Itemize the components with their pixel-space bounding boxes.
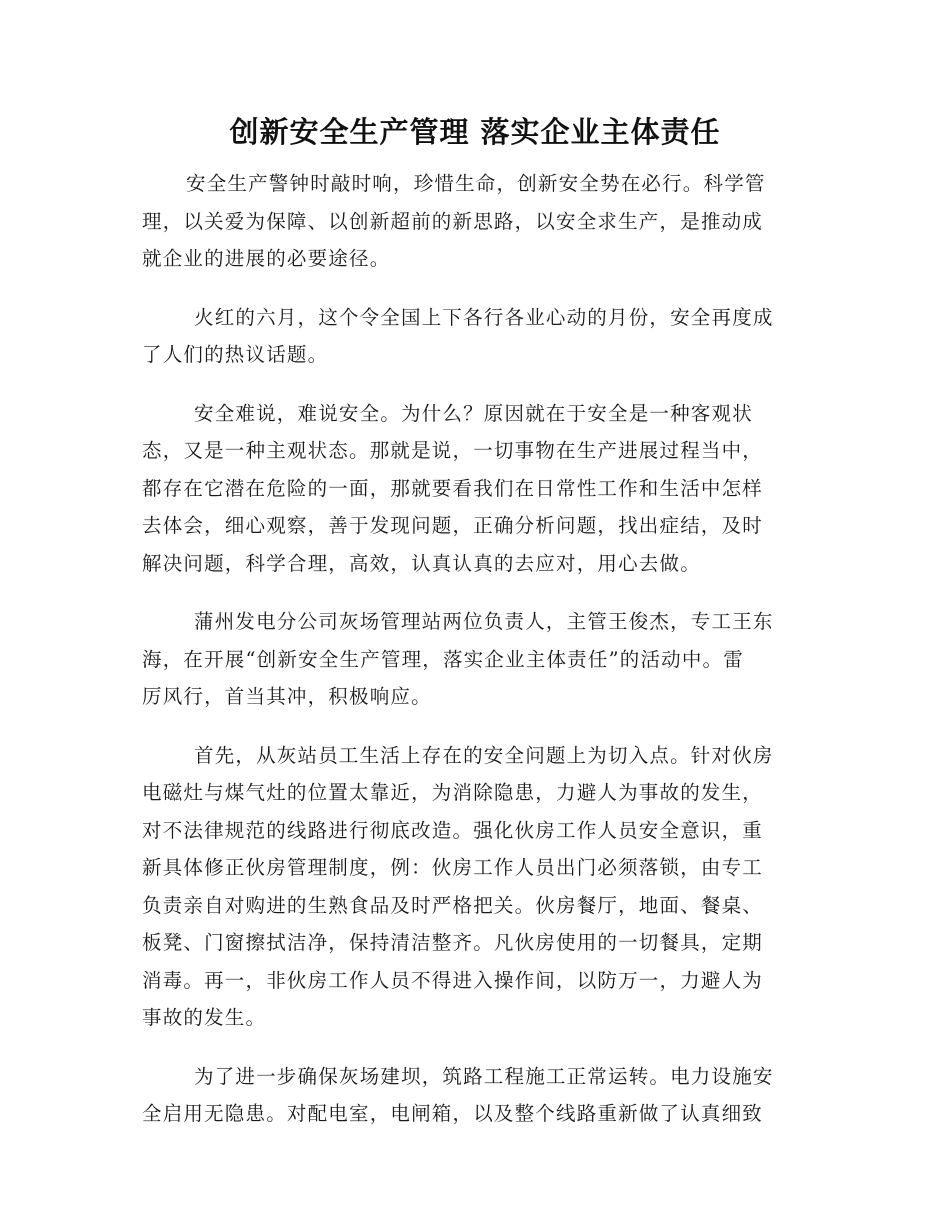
paragraph-4 <box>142 603 808 716</box>
document-title: 创新安全生产管理 落实企业主体责任 <box>229 115 721 149</box>
text-line: 都存在它潜在危险的一面，那就要看我们在日常性工作和生活中怎样 <box>142 476 764 500</box>
text-line: 负责亲自对购进的生熟食品及时严格把关。伙房餐厅，地面、餐桌、 <box>142 893 764 917</box>
text-line: 为了进一步确保灰场建坝，筑路工程施工正常运转。电力设施安 <box>194 1064 774 1088</box>
text-line: 火红的六月，这个令全国上下各行各业心动的月份，安全再度成 <box>194 305 774 329</box>
text-line: 了人们的热议话题。 <box>142 343 329 366</box>
text-line: 厉风行，首当其冲，积极响应。 <box>142 685 432 708</box>
paragraph-1 <box>142 165 808 278</box>
text-line: 去体会，细心观察，善于发现问题，正确分析问题，找出症结，及时 <box>142 514 764 537</box>
text-line: 新具体修正伙房管理制度，例：伙房工作人员出门必须落锁，由专工 <box>142 856 764 879</box>
text-line: 海，在开展“创新安全生产管理，落实企业主体责任”的活动中。雷 <box>142 647 744 671</box>
paragraph-2 <box>142 299 808 374</box>
text-line: 全启用无隐患。对配电室，电闸箱，以及整个线路重新做了认真细致 <box>142 1102 764 1125</box>
paragraph-5 <box>142 737 808 1037</box>
document-body <box>142 165 808 1154</box>
paragraph-6 <box>142 1058 808 1133</box>
text-line: 理，以关爱为保障、以创新超前的新思路，以安全求生产，是推动成 <box>142 209 764 233</box>
text-line: 事故的发生。 <box>142 1006 267 1029</box>
text-line: 安全难说，难说安全。为什么？原因就在于安全是一种客观状 <box>194 401 753 425</box>
text-line: 板凳、门窗擦拭洁净，保持清洁整齐。凡伙房使用的一切餐具，定期 <box>142 931 764 954</box>
text-line: 首先，从灰站员工生活上存在的安全问题上为切入点。针对伙房 <box>194 743 774 767</box>
text-line: 态，又是一种主观状态。那就是说，一切事物在生产进展过程当中， <box>142 439 764 462</box>
text-line: 对不法律规范的线路进行彻底改造。强化伙房工作人员安全意识，重 <box>142 818 764 842</box>
text-line: 安全生产警钟时敲时响，珍惜生命，创新安全势在必行。科学管 <box>186 172 766 195</box>
paragraph-3 <box>142 395 808 583</box>
text-line: 蒲州发电分公司灰场管理站两位负责人，主管王俊杰，专工王东 <box>194 610 774 633</box>
text-line: 电磁灶与煤气灶的位置太靠近，为消除隐患，力避人为事故的发生， <box>142 781 764 804</box>
text-line: 解决问题，科学合理，高效，认真认真的去应对，用心去做。 <box>142 551 701 575</box>
text-line: 消毒。再一，非伙房工作人员不得进入操作间，以防万一，力避人为 <box>142 968 764 992</box>
text-line: 就企业的进展的必要途径。 <box>142 247 391 270</box>
